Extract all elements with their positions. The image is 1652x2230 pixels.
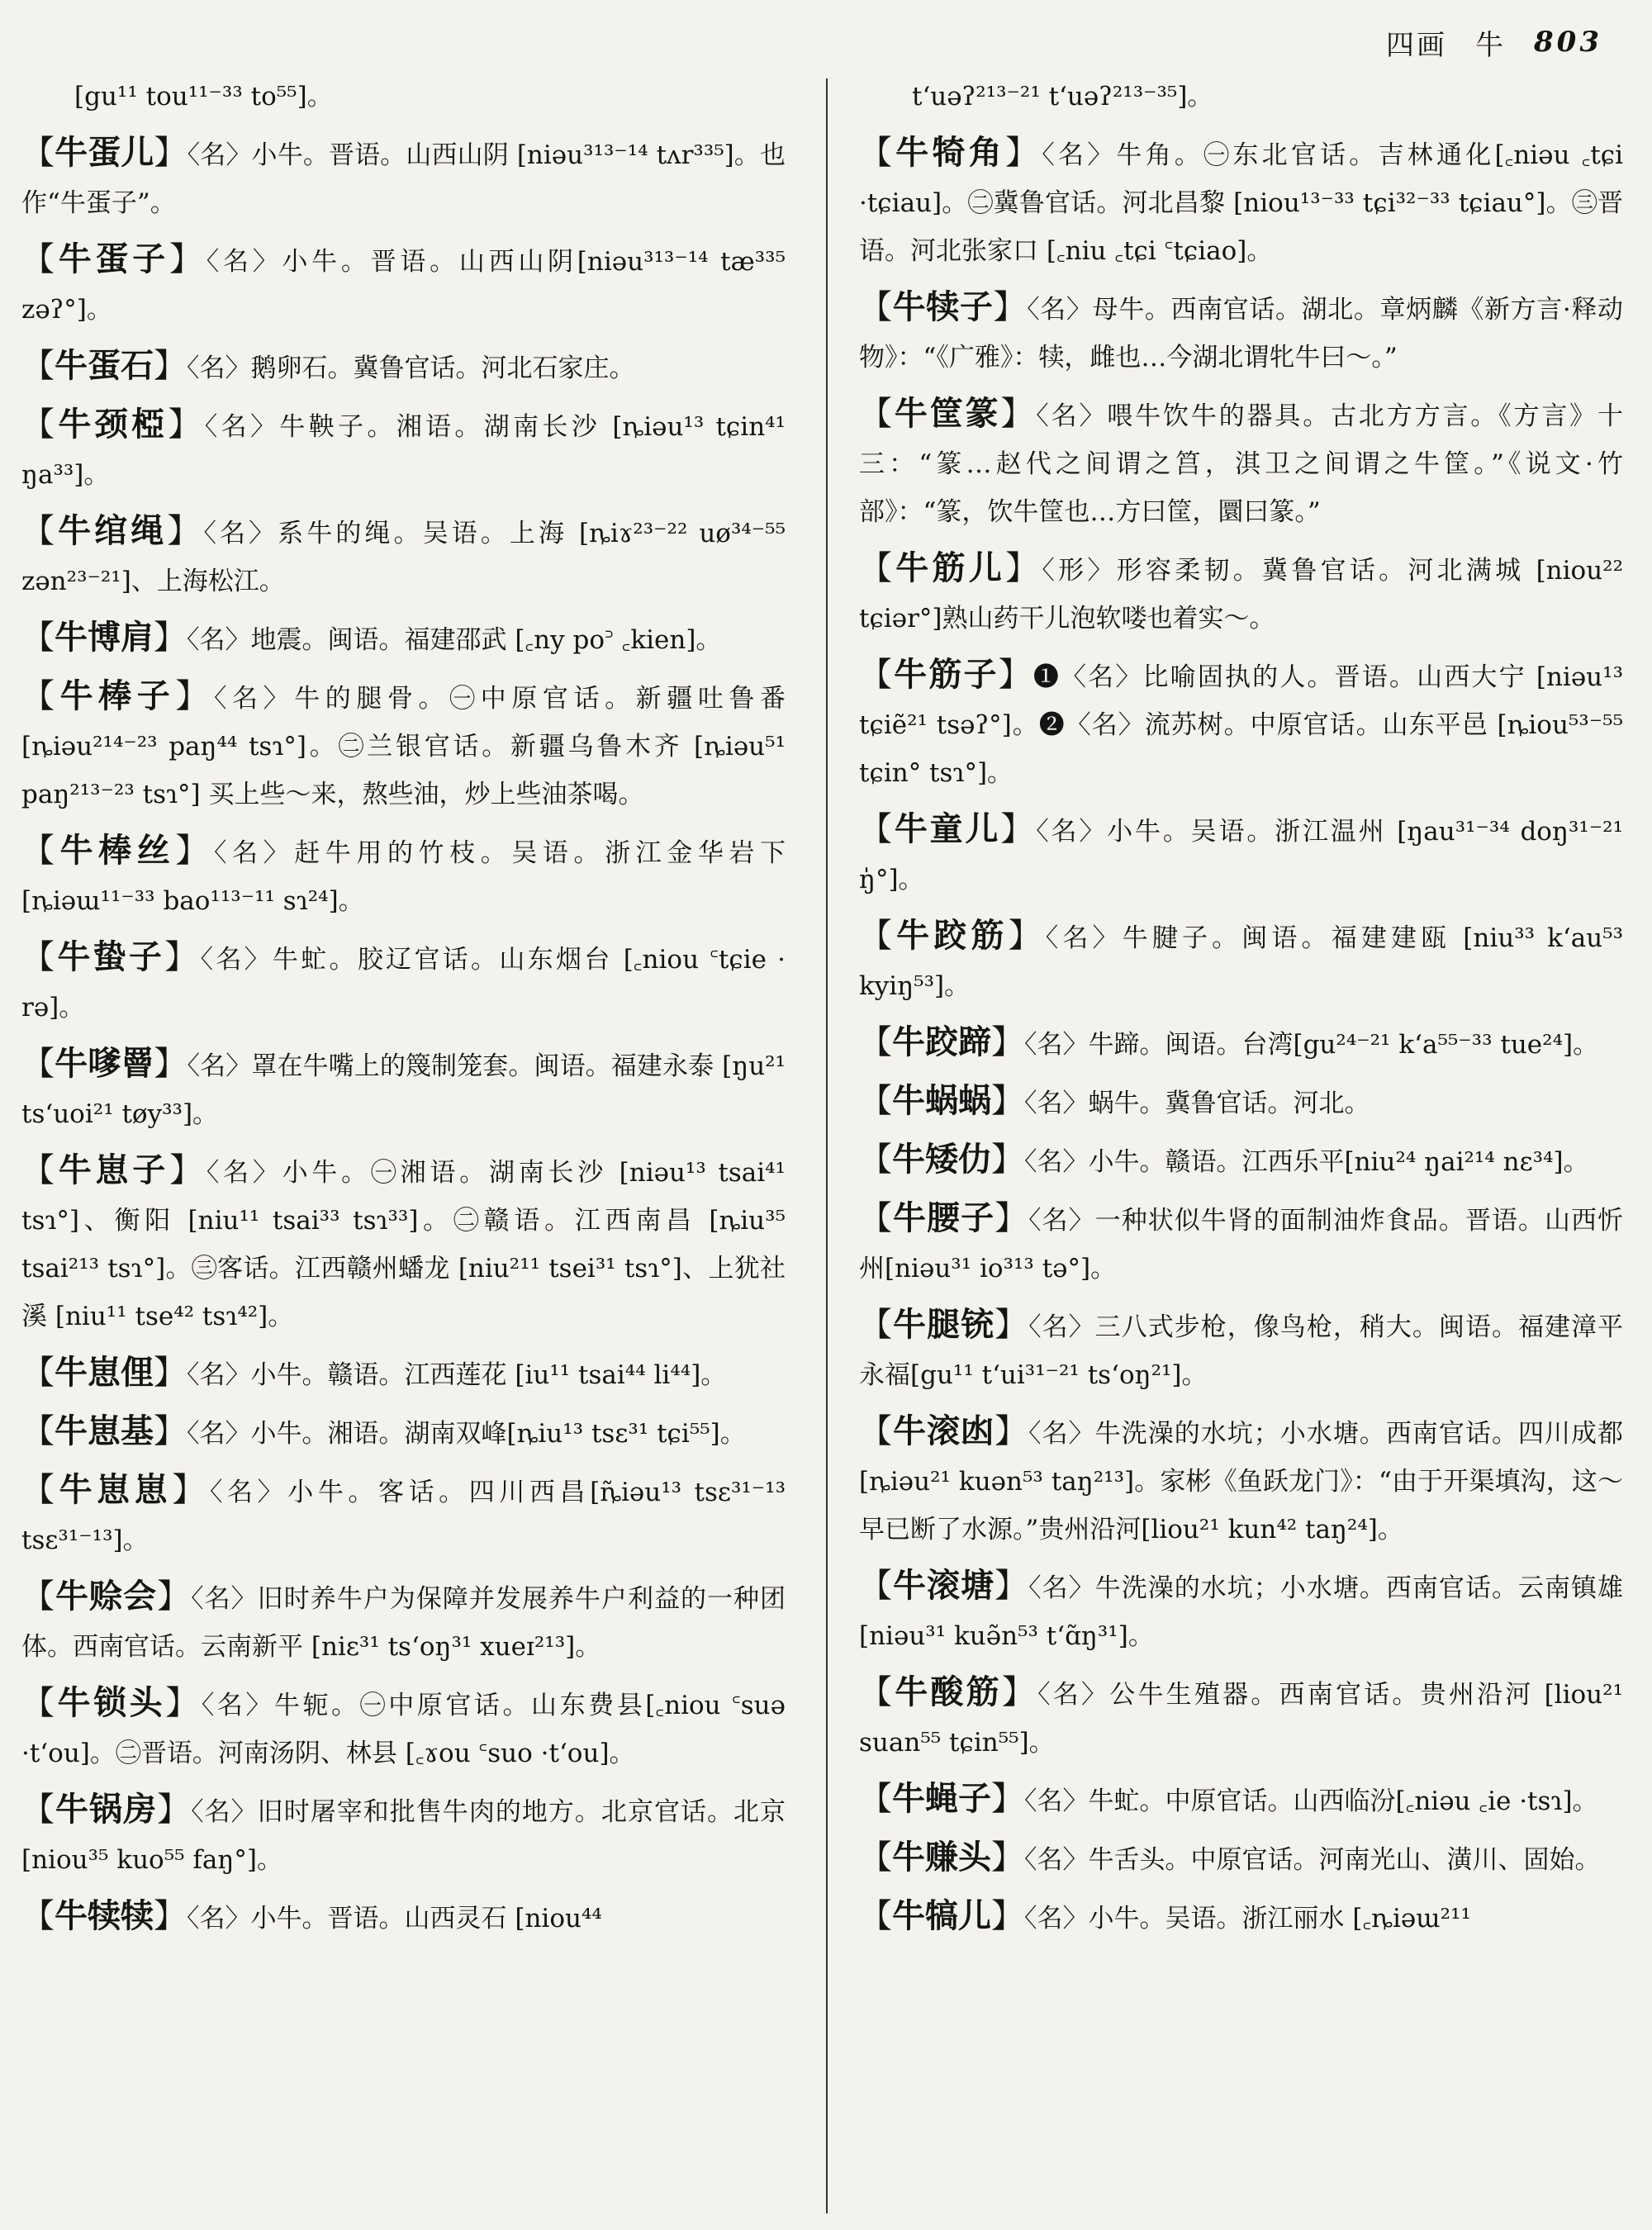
dictionary-entry: 【牛腰子】〈名〉一种状似牛肾的面制油炸食品。晋语。山西忻州[niəu³¹ io³¹³ tə°]。 xyxy=(859,1198,1623,1283)
entry-definition: 〈名〉牛的腿骨。㊀中原官话。新疆吐鲁番 [ȵiəu²¹⁴⁻²³ paŋ⁴⁴ tsɿ°]。㊁兰银官话。新疆乌鲁木齐 [ȵiəu⁵¹ paŋ²¹³⁻²³ tsɿ°] 买上些～来，熬些油，炒上些油茶喝。 xyxy=(21,684,786,809)
headword: 牛锁头 xyxy=(57,1683,166,1722)
headword: 牛崽子 xyxy=(58,1151,170,1189)
entry-definition: 〈名〉牛轭。㊀中原官话。山东费县[꜀niou ꜂suə ·t‘ou]。㊁晋语。河南汤阴、林县 [꜀ɤou ꜂suo ·t‘ou]。 xyxy=(21,1691,786,1768)
dictionary-entry: 【牛博肩】〈名〉地震。闽语。福建邵武 [꜀ny po꜄ ꜀kien]。 xyxy=(21,618,722,657)
dictionary-entry: 【牛童儿】〈名〉小牛。吴语。浙江温州 [ŋau³¹⁻³⁴ doŋ³¹⁻²¹ ŋ̍°]。 xyxy=(859,809,1623,894)
dictionary-entry: 【牛滚塘】〈名〉牛洗澡的水坑；小水塘。西南官话。云南镇雄 [niəu³¹ kuə̃n⁵³ t‘ɑ̃ŋ³¹]。 xyxy=(859,1566,1623,1651)
headword: 牛滚塘 xyxy=(893,1566,995,1605)
entry-definition: 〈名〉赶牛用的竹枝。吴语。浙江金华岩下 [ȵiəɯ¹¹⁻³³ bao¹¹³⁻¹¹ sɿ²⁴]。 xyxy=(21,838,786,916)
dictionary-entry: 【牛犄角】〈名〉牛角。㊀东北官话。吉林通化[꜀niəu ꜀tɕi ·tɕiau]。㊁冀鲁官话。河北昌黎 [niou¹³⁻³³ tɕi³²⁻³³ tɕiau°]。㊂晋语。河北张家口 [꜀niu ꜀tɕi ꜂tɕiao]。 xyxy=(859,133,1623,266)
headword: 牛赊会 xyxy=(55,1577,158,1616)
entry-definition: 〈名〉喂牛饮牛的器具。古北方方言。《方言》十三：“篆…赵代之间谓之筥，淇卫之间谓之牛筐。”《说文·竹部》：“篆，饮牛筐也…方曰筐，圜曰篆。” xyxy=(859,401,1623,527)
entry-definition: 〈名〉小牛。客话。四川西昌[ȵ̃iəu¹³ tsɛ³¹⁻¹³ tsɛ³¹⁻¹³]。 xyxy=(21,1478,786,1555)
headword: 牛筐篆 xyxy=(894,394,1001,433)
entry-definition: 〈名〉小牛。吴语。浙江丽水 [꜀ȵiəɯ²¹¹ xyxy=(1024,1904,1471,1933)
entry-definition: 〈名〉小牛。湘语。湖南双峰[ȵiu¹³ tsɛ³¹ tɕi⁵⁵]。 xyxy=(187,1419,746,1449)
entry-definition: 〈名〉地震。闽语。福建邵武 [꜀ny po꜄ ꜀kien]。 xyxy=(187,625,722,655)
entry-definition: ❶〈名〉比喻固执的人。晋语。山西大宁 [niəu¹³ tɕiẽ²¹ tsəʔ°]。❷〈名〉流苏树。中原官话。山东平邑 [ȵiou⁵³⁻⁵⁵ tɕin° tsɿ°]。 xyxy=(859,662,1623,788)
entry-definition: 〈名〉牛虻。胶辽官话。山东烟台 [꜀niou ꜂tɕie · rə]。 xyxy=(21,945,786,1022)
right-column xyxy=(859,73,1623,2223)
dictionary-entry: 【牛崽崽】〈名〉小牛。客话。四川西昌[ȵ̃iəu¹³ tsɛ³¹⁻¹³ tsɛ³¹⁻¹³]。 xyxy=(21,1470,786,1555)
entry-definition: 〈名〉牛舌头。中原官话。河南光山、潢川、固始。 xyxy=(1024,1845,1601,1875)
left-column xyxy=(21,73,786,2223)
entry-definition: 〈名〉小牛。赣语。江西莲花 [iu¹¹ tsai⁴⁴ li⁴⁴]。 xyxy=(187,1360,727,1390)
dictionary-entry: 【牛赚头】〈名〉牛舌头。中原官话。河南光山、潢川、固始。 xyxy=(859,1838,1601,1877)
page-header xyxy=(1386,21,1602,63)
dictionary-entry: 【牛筋子】❶〈名〉比喻固执的人。晋语。山西大宁 [niəu¹³ tɕiẽ²¹ tsəʔ°]。❷〈名〉流苏树。中原官话。山东平邑 [ȵiou⁵³⁻⁵⁵ tɕin° tsɿ°]。 xyxy=(859,655,1623,788)
headword: 牛矮仂 xyxy=(892,1140,991,1179)
headword: 牛跤蹄 xyxy=(892,1022,991,1061)
headword: 牛崽基 xyxy=(55,1412,154,1450)
entry-definition: 〈名〉旧时养牛户为保障并发展养牛户利益的一种团体。西南官话。云南新平 [niɛ³¹ ts‘oŋ³¹ xueɪ²¹³]。 xyxy=(21,1584,786,1662)
dictionary-entry: 【牛蜗蜗】〈名〉蜗牛。冀鲁官话。河北。 xyxy=(859,1081,1370,1120)
dictionary-entry: 【牛滚凼】〈名〉牛洗澡的水坑；小水塘。西南官话。四川成都[ȵiəu²¹ kuən⁵³ taŋ²¹³]。家彬《鱼跃龙门》：“由于开渠填沟，这～早已断了水源。”贵州沿河[liou²¹ kun⁴² taŋ²⁴]。 xyxy=(859,1412,1623,1544)
dictionary-entry: 【牛崽子】〈名〉小牛。㊀湘语。湖南长沙 [niəu¹³ tsai⁴¹ tsɿ°]、衡阳 [niu¹¹ tsai³³ tsɿ³³]。㊁赣语。江西南昌 [ȵiu³⁵ tsai²¹³ tsɿ°]。㊂客话。江西赣州蟠龙 [niu²¹¹ tsei³¹ tsɿ°]、上犹社溪 [niu¹¹ tse⁴² tsɿ⁴²]。 xyxy=(21,1151,786,1331)
dictionary-entry: 【牛棒子】〈名〉牛的腿骨。㊀中原官话。新疆吐鲁番 [ȵiəu²¹⁴⁻²³ paŋ⁴⁴ tsɿ°]。㊁兰银官话。新疆乌鲁木齐 [ȵiəu⁵¹ paŋ²¹³⁻²³ tsɿ°] 买上些～来，熬些油，炒上些油茶喝。 xyxy=(21,676,786,809)
column-divider xyxy=(826,78,828,2213)
headword: 牛跤筋 xyxy=(896,916,1009,955)
headword: 牛蝇子 xyxy=(892,1779,991,1818)
entry-definition: 〈名〉小牛。晋语。山西山阴 [niəu³¹³⁻¹⁴ tʌr³³⁵]。也作“牛蛋子”。 xyxy=(21,140,786,218)
entry-definition: 〈名〉罩在牛嘴上的篾制笼套。闽语。福建永泰 [ŋu²¹ ts‘uoi²¹ tøy³³]。 xyxy=(21,1051,786,1129)
headword: 牛滚凼 xyxy=(893,1412,995,1450)
entry-definition: 〈名〉三八式步枪，像鸟枪，稍大。闽语。福建漳平永福[gu¹¹ t‘ui³¹⁻²¹ ts‘oŋ²¹]。 xyxy=(859,1312,1623,1390)
headword: 牛蜗蜗 xyxy=(892,1081,991,1120)
entry-definition: 〈名〉牛蹄。闽语。台湾[gu²⁴⁻²¹ k‘a⁵⁵⁻³³ tue²⁴]。 xyxy=(1024,1030,1599,1060)
entry-definition: 〈名〉牛腱子。闽语。福建建瓯 [niu³³ k‘au⁵³ kyiŋ⁵³]。 xyxy=(859,923,1623,1001)
entry-definition: 〈名〉小牛。吴语。浙江温州 [ŋau³¹⁻³⁴ doŋ³¹⁻²¹ ŋ̍°]。 xyxy=(859,817,1623,894)
headword: 牛犒儿 xyxy=(892,1896,991,1935)
headword: 牛酸筋 xyxy=(895,1672,1002,1711)
section-label: 四画 xyxy=(1386,28,1448,62)
entry-definition: 〈名〉小牛。㊀湘语。湖南长沙 [niəu¹³ tsai⁴¹ tsɿ°]、衡阳 [niu¹¹ tsai³³ tsɿ³³]。㊁赣语。江西南昌 [ȵiu³⁵ tsai²¹³ tsɿ°]。㊂客话。江西赣州蟠龙 [niu²¹¹ tsei³¹ tsɿ°]、上犹社溪 [niu¹¹ tse⁴² tsɿ⁴²]。 xyxy=(21,1158,786,1331)
dictionary-entry: 【牛筐篆】〈名〉喂牛饮牛的器具。古北方方言。《方言》十三：“篆…赵代之间谓之筥，淇卫之间谓之牛筐。”《说文·竹部》：“篆，饮牛筐也…方曰筐，圜曰篆。” xyxy=(859,394,1623,527)
dictionary-entry: 【牛赊会】〈名〉旧时养牛户为保障并发展养牛户利益的一种团体。西南官话。云南新平 [niɛ³¹ ts‘oŋ³¹ xueɪ²¹³]。 xyxy=(21,1577,786,1662)
dictionary-entry: 【牛酸筋】〈名〉公牛生殖器。西南官话。贵州沿河 [liou²¹ suan⁵⁵ tɕin⁵⁵]。 xyxy=(859,1672,1623,1758)
entry-definition: 〈名〉蜗牛。冀鲁官话。河北。 xyxy=(1024,1089,1370,1118)
continuation-text: t‘uəʔ²¹³⁻²¹ t‘uəʔ²¹³⁻³⁵]。 xyxy=(912,82,1213,112)
dictionary-entry: 【牛嗲罾】〈名〉罩在牛嘴上的篾制笼套。闽语。福建永泰 [ŋu²¹ ts‘uoi²¹ tøy³³]。 xyxy=(21,1044,786,1129)
headword: 牛博肩 xyxy=(55,618,154,657)
entry-definition: 〈名〉旧时屠宰和批售牛肉的地方。北京官话。北京 [niou³⁵ kuo⁵⁵ faŋ°]。 xyxy=(21,1797,786,1875)
dictionary-entry: 【牛崽俚】〈名〉小牛。赣语。江西莲花 [iu¹¹ tsai⁴⁴ li⁴⁴]。 xyxy=(21,1353,727,1392)
headword: 牛犄角 xyxy=(895,133,1005,172)
entry-definition: 〈名〉牛角。㊀东北官话。吉林通化[꜀niəu ꜀tɕi ·tɕiau]。㊁冀鲁官话。河北昌黎 [niou¹³⁻³³ tɕi³²⁻³³ tɕiau°]。㊂晋语。河北张家口 [꜀niu ꜀tɕi ꜂tɕiao]。 xyxy=(859,140,1623,266)
entry-definition: 〈名〉小牛。赣语。江西乐平[niu²⁴ ŋai²¹⁴ nɛ³⁴]。 xyxy=(1024,1147,1589,1177)
headword: 牛绾绳 xyxy=(58,511,168,550)
headword: 牛腰子 xyxy=(893,1198,995,1237)
entry-definition: 〈名〉牛洗澡的水坑；小水塘。西南官话。云南镇雄 [niəu³¹ kuə̃n⁵³ t‘ɑ̃ŋ³¹]。 xyxy=(859,1573,1623,1651)
dictionary-entry: 【牛腿铳】〈名〉三八式步枪，像鸟枪，稍大。闽语。福建漳平永福[gu¹¹ t‘ui³¹⁻²¹ ts‘oŋ²¹]。 xyxy=(859,1305,1623,1390)
headword: 牛犊犊 xyxy=(55,1896,154,1935)
dictionary-entry: 【牛蛋石】〈名〉鹅卵石。冀鲁官话。河北石家庄。 xyxy=(21,346,635,385)
page-number: 803 xyxy=(1534,26,1602,59)
entry-definition: 〈形〉形容柔韧。冀鲁官话。河北满城 [niou²² tɕiər°]熟山药干儿泡软喽也着实～。 xyxy=(859,556,1623,633)
headword: 牛筋子 xyxy=(894,655,999,694)
entry-definition: 〈名〉牛洗澡的水坑；小水塘。西南官话。四川成都[ȵiəu²¹ kuən⁵³ taŋ²¹³]。家彬《鱼跃龙门》：“由于开渠填沟，这～早已断了水源。”贵州沿河[liou²¹ kun⁴² taŋ²⁴]。 xyxy=(859,1419,1623,1544)
headword: 牛犊子 xyxy=(892,287,994,326)
dictionary-entry: 【牛筋儿】〈形〉形容柔韧。冀鲁官话。河北满城 [niou²² tɕiər°]熟山药干儿泡软喽也着实～。 xyxy=(859,548,1623,633)
headword: 牛颈椏 xyxy=(58,405,169,444)
headword: 牛蛋儿 xyxy=(55,133,154,172)
headword: 牛嗲罾 xyxy=(55,1044,154,1083)
dictionary-entry: 【牛蛋子】〈名〉小牛。晋语。山西山阴[niəu³¹³⁻¹⁴ tæ³³⁵ zəʔ°]。 xyxy=(21,240,786,325)
entry-definition: 〈名〉牛虻。中原官话。山西临汾[꜀niəu ꜀ie ·tsɿ]。 xyxy=(1024,1786,1598,1816)
entry-definition: 〈名〉鹅卵石。冀鲁官话。河北石家庄。 xyxy=(187,353,635,383)
headword: 牛童儿 xyxy=(894,809,1001,848)
dictionary-entry: 【牛犒儿】〈名〉小牛。吴语。浙江丽水 [꜀ȵiəɯ²¹¹ xyxy=(859,1896,1471,1935)
headword: 牛蛋子 xyxy=(58,240,169,278)
entry-definition: 〈名〉系牛的绳。吴语。上海 [ȵiɤ²³⁻²² uø³⁴⁻⁵⁵ zən²³⁻²¹]、上海松江。 xyxy=(21,519,786,596)
radical-label: 牛 xyxy=(1475,28,1507,62)
dictionary-entry: 【牛棒丝】〈名〉赶牛用的竹枝。吴语。浙江金华岩下 [ȵiəɯ¹¹⁻³³ bao¹¹³⁻¹¹ sɿ²⁴]。 xyxy=(21,831,786,916)
dictionary-entry: 【牛犊犊】〈名〉小牛。晋语。山西灵石 [niou⁴⁴ xyxy=(21,1896,602,1935)
dictionary-entry: 【牛犊子】〈名〉母牛。西南官话。湖北。章炳麟《新方言·释动物》：“《广雅》：犊，雌也…今湖北谓牝牛曰～。” xyxy=(859,287,1623,372)
headword: 牛赚头 xyxy=(892,1838,991,1877)
headword: 牛棒丝 xyxy=(59,831,176,870)
headword: 牛棒子 xyxy=(59,676,176,715)
dictionary-entry: 【牛锁头】〈名〉牛轭。㊀中原官话。山东费县[꜀niou ꜂suə ·t‘ou]。㊁晋语。河南汤阴、林县 [꜀ɤou ꜂suo ·t‘ou]。 xyxy=(21,1683,786,1768)
dictionary-entry: 【牛跤筋】〈名〉牛腱子。闽语。福建建瓯 [niu³³ k‘au⁵³ kyiŋ⁵³]。 xyxy=(859,916,1623,1001)
dictionary-entry: 【牛颈椏】〈名〉牛鞅子。湘语。湖南长沙 [ȵiəu¹³ tɕin⁴¹ ŋa³³]。 xyxy=(21,405,786,490)
dictionary-entry: 【牛绾绳】〈名〉系牛的绳。吴语。上海 [ȵiɤ²³⁻²² uø³⁴⁻⁵⁵ zən²³⁻²¹]、上海松江。 xyxy=(21,511,786,596)
entry-definition: 〈名〉母牛。西南官话。湖北。章炳麟《新方言·释动物》：“《广雅》：犊，雌也…今湖北谓牝牛曰～。” xyxy=(859,295,1623,372)
headword: 牛崽崽 xyxy=(59,1470,173,1509)
dictionary-entry: 【牛蛋儿】〈名〉小牛。晋语。山西山阴 [niəu³¹³⁻¹⁴ tʌr³³⁵]。也作“牛蛋子”。 xyxy=(21,133,786,218)
headword: 牛锅房 xyxy=(55,1790,158,1829)
headword: 牛蛋石 xyxy=(55,346,154,385)
headword: 牛腿铳 xyxy=(893,1305,995,1344)
entry-definition: 〈名〉一种状似牛肾的面制油炸食品。晋语。山西忻州[niəu³¹ io³¹³ tə°]。 xyxy=(859,1206,1623,1283)
continuation-text: [gu¹¹ tou¹¹⁻³³ to⁵⁵]。 xyxy=(74,82,333,112)
headword: 牛筋儿 xyxy=(895,548,1006,587)
entry-definition: 〈名〉小牛。晋语。山西山阴[niəu³¹³⁻¹⁴ tæ³³⁵ zəʔ°]。 xyxy=(21,247,786,325)
dictionary-entry: 【牛锅房】〈名〉旧时屠宰和批售牛肉的地方。北京官话。北京 [niou³⁵ kuo⁵⁵ faŋ°]。 xyxy=(21,1790,786,1875)
entry-definition: 〈名〉小牛。晋语。山西灵石 [niou⁴⁴ xyxy=(187,1904,602,1933)
headword: 牛崽俚 xyxy=(55,1353,154,1392)
dictionary-entry: 【牛蝇子】〈名〉牛虻。中原官话。山西临汾[꜀niəu ꜀ie ·tsɿ]。 xyxy=(859,1779,1598,1818)
dictionary-entry: 【牛矮仂】〈名〉小牛。赣语。江西乐平[niu²⁴ ŋai²¹⁴ nɛ³⁴]。 xyxy=(859,1140,1589,1179)
entry-definition: 〈名〉牛鞅子。湘语。湖南长沙 [ȵiəu¹³ tɕin⁴¹ ŋa³³]。 xyxy=(21,412,786,490)
entry-definition: 〈名〉公牛生殖器。西南官话。贵州沿河 [liou²¹ suan⁵⁵ tɕin⁵⁵]。 xyxy=(859,1680,1623,1758)
dictionary-entry: 【牛蛰子】〈名〉牛虻。胶辽官话。山东烟台 [꜀niou ꜂tɕie · rə]。 xyxy=(21,937,786,1022)
dictionary-entry: 【牛崽基】〈名〉小牛。湘语。湖南双峰[ȵiu¹³ tsɛ³¹ tɕi⁵⁵]。 xyxy=(21,1412,746,1450)
headword: 牛蛰子 xyxy=(57,937,165,976)
dictionary-entry: 【牛跤蹄】〈名〉牛蹄。闽语。台湾[gu²⁴⁻²¹ k‘a⁵⁵⁻³³ tue²⁴]。 xyxy=(859,1022,1599,1061)
